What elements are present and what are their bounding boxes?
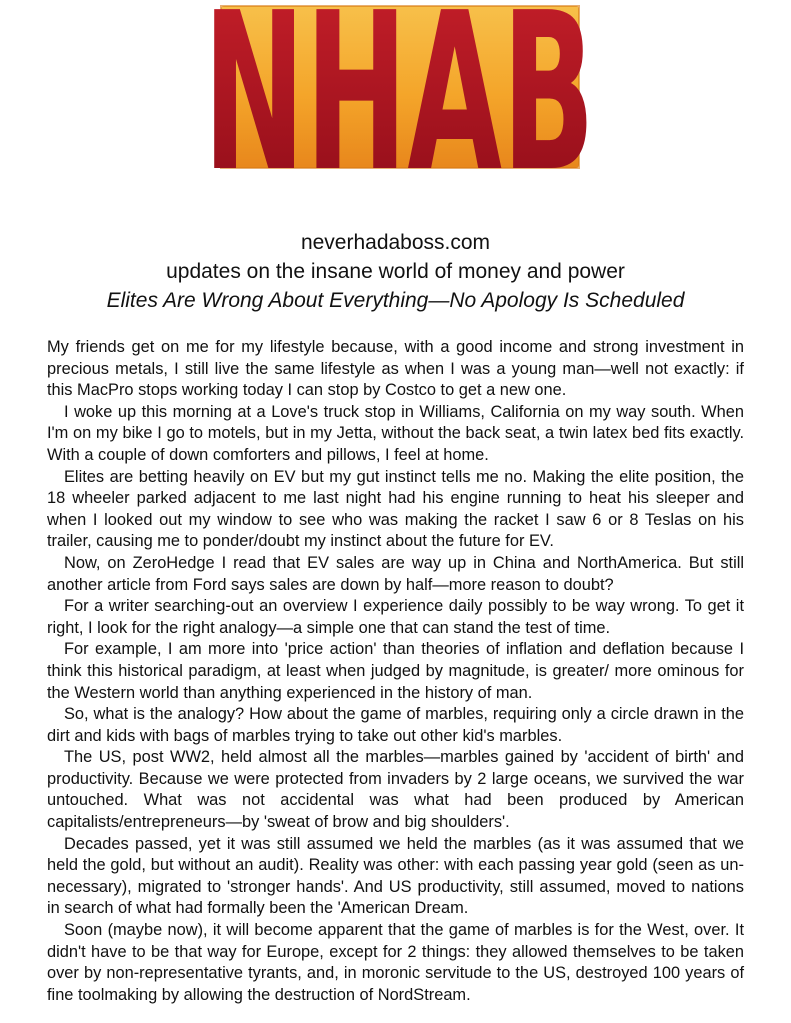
nhab-logo-graphic (193, 0, 605, 188)
article-paragraph: Now, on ZeroHedge I read that EV sales are way up in China and NorthAmerica. But still another article from Ford says sales are down by half—more reason to doubt? (47, 553, 744, 594)
article-paragraph: Elites are betting heavily on EV but my gut instinct tells me no. Making the elite position, the 18 wheeler parked adjacent to me last night had his engine running to heat his sleeper and when I looked out my window to see who was making the racket I saw 6 or 8 Teslas on his trailer, causing me to ponder/doubt my instinct about the future for EV. (47, 467, 744, 551)
site-domain[interactable]: neverhadaboss.com (300, 231, 491, 254)
site-header (0, 228, 791, 315)
article-paragraph: So, what is the analogy? How about the game of marbles, requiring only a circle drawn in the dirt and kids with bags of marbles trying to take out other kid's marbles. (47, 705, 744, 745)
article-paragraph: The US, post WW2, held almost all the marbles—marbles gained by 'accident of birth' and productivity. Because we were protected from invaders by 2 large oceans, we survived the war untouched. What was not accidental was what had been produced by American capitalists/entrepreneurs—by 'sweat of brow and big shoulders'. (47, 748, 744, 832)
site-subtitle: updates on the insane world of money and power (166, 260, 625, 283)
article-body (47, 337, 744, 1006)
article-paragraph: For example, I am more into 'price action' than theories of inflation and deflation because I think this historical paradigm, at least when judged by magnitude, is greater/ more ominous for the Western world than anything experienced in the history of man. (47, 640, 744, 702)
site-tagline: Elites Are Wrong About Everything—No Apology Is Scheduled (106, 289, 685, 312)
article-paragraph: I woke up this morning at a Love's truck stop in Williams, California on my way south. When I'm on my bike I go to motels, but in my Jetta, without the back seat, a twin latex bed fits exactly. With a couple of down comforters and pillows, I feel at home. (47, 402, 744, 464)
site-logo[interactable] (193, 0, 605, 188)
article-paragraph: Soon (maybe now), it will become apparent that the game of marbles is for the West, over. It didn't have to be that way for Europe, except for 2 things: they allowed themselves to be taken over by non-representative tyrants, and, in moronic servitude to the US, destroyed 100 years of fine toolmaking by allowing the destruction of NordStream. (47, 921, 744, 1004)
article-paragraph: Decades passed, yet it was still assumed we held the marbles (as it was assumed that we held the gold, but without an audit). Reality was other: with each passing year gold (seen as un-necessary), migrated to 'stronger hands'. And US productivity, still assumed, moved to nations in search of what had formally been the 'American Dream. (47, 834, 744, 918)
logo-text: NHAB (203, 0, 595, 188)
article-paragraph: For a writer searching-out an overview I experience daily possibly to be way wrong. To get it right, I look for the right analogy—a simple one that can stand the test of time. (47, 597, 744, 637)
article-paragraph: My friends get on me for my lifestyle because, with a good income and strong investment in precious metals, I still live the same lifestyle as when I was a young man—well not exactly: if this MacPro stops working today I can stop by Costco to get a new one. (47, 338, 744, 400)
